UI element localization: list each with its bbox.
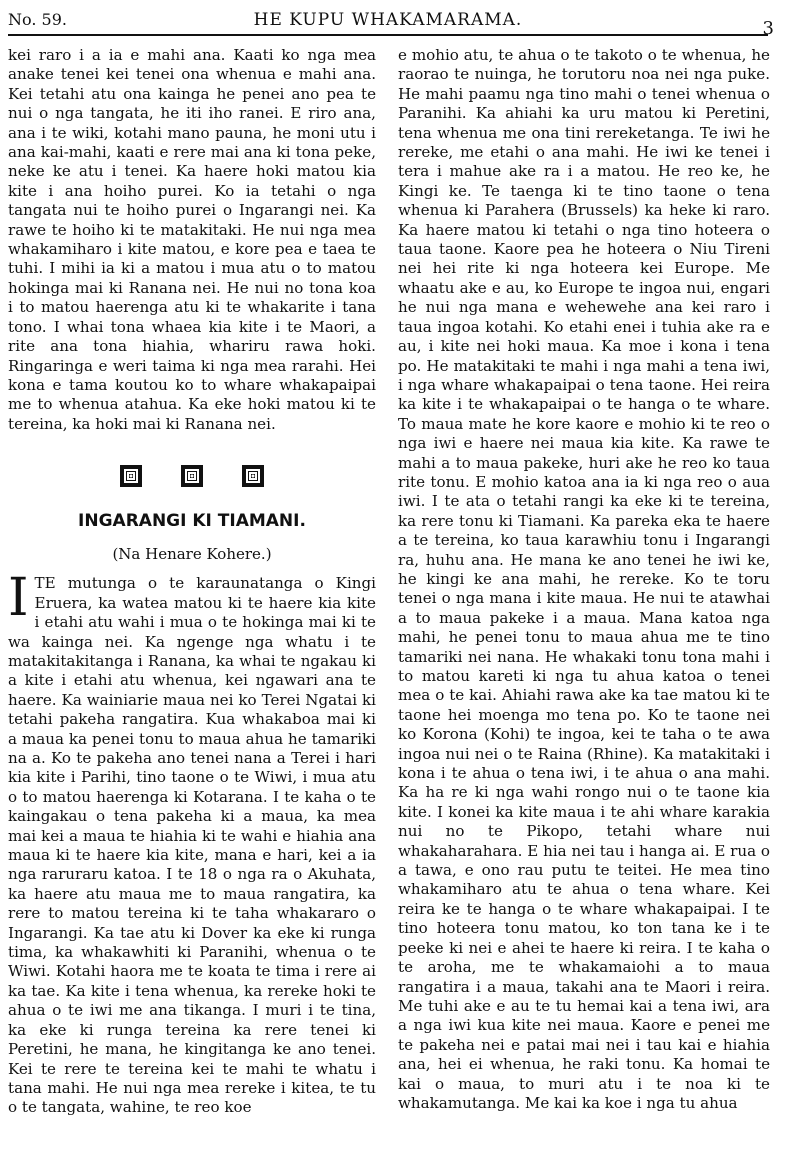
article-byline: (Na Henare Kohere.): [112, 544, 272, 563]
article-body-continued: e mohio atu, te ahua o te takoto o te whenua, he raorao te nuinga, he torutoru noa nei nga puke. He mahi paamu nga tino mahi o tenei whenua o Paranihi. Ka ahiahi ka uru matou ki Peretini, tena whenua me ona tini rereketanga. Te iwi he rereke, me etahi o ana mahi. He iwi ke tenei i tera i mahue ake ra i a matou. He reo ke, he Kingi ke. Te taenga ki te tino taone o tena whenua ki Parahera (Brussels) ka heke ki raro. Ka haere matou ki tetahi o nga tino hoteera o taua taone. Kaore pea he hoteera o Niu Tireni nei hei rite ki nga hoteera kei Europe. Me whaatu ake e au, ko Europe te ingoa nui, engari he nui nga mana e wehewehe ana kei raro i taua ingoa kotahi. Ko etahi enei i tuhia ake ra e au, i kite nei hoki maua. Ka moe i kona i tena po. He matakitaki te mahi i nga mahi a tena iwi, i nga whare whakapaipai o tena taone. Hei reira ka kite i te whakapaipai o te hanga o te whare. To maua mate he kore kaore e mohio ki te reo o nga iwi e haere nei maua kia kite. Ka rawe te mahi a to maua pakeke, huri ake he reo ko taua rite tonu. E mohio katoa ana ia ki nga reo o aua iwi. I te ata o tetahi rangi ka eke ki te tereina, ka rere tonu ki Tiamani. Ka pareka eka te haere a te tereina, ko taua karawhiu tonu i Ingarangi ra, huhu ana. He mana ke ano tenei he iwi ke, he kingi ke ana mahi, he rereke. Ko te toru tenei o nga mana i kite maua. He nui te atawhai a to maua pakeke i a maua. Mana katoa nga mahi, he penei tonu to maua ahua me te tino tamariki nei nana. He whakaki tonu tona mahi i to matou kareti ki nga tu ahua katoa o tenei mea o te kai. Ahiahi rawa ake ka tae matou ki te taone hei moenga mo tena po. Ko te taone nei ko Korona (Kohi) te ingoa, kei te taha o te awa ingoa nui nei o te Raina (Rhine). Ka matakitaki i kona i te ahua o tena iwi, i te ahua o ana mahi. Ka ha re ki nga wahi rongo nui o te taone kia kite. I konei ka kite maua i te ahi whare karakia nui no te Pikopo, tetahi whare nui whakaharahara. E hia nei tau i hanga ai. E rua o a tawa, e ono rau putu te teitei. He mea tino whakamiharo atu te ahua o tena whare. Kei reira ke te hanga o te whare whakapaipai. I te tino hoteera tonu matou, ko ton tana ke i te peeke ki nei e ahei te haere ki reira. I te kaha o te aroha, me te whakamaiohi a to maua rangatira i a maua, takahi ana te Maori i reira. Me tuhi ake e au te tu hemai kai a tena iwi, ara a nga iwi kua kite nei maua. Kaore e penei me te pakeha nei e patai mai nei i tau kai e hiahia ana, hei ei whenua, he raki tonu. Ka homai te kai o maua, to muri atu i te noa ki te whakamutanga. Me kai ka koe i nga tu ahua: [398, 46, 770, 1112]
issue-number: No. 59.: [8, 10, 67, 29]
left-column: [8, 46, 376, 1118]
article-body-text: TE mutunga o te karaunatanga o Kingi Eruera, ka watea matou ki te haere kia kite i etahi atu wahi i mua o te hokinga mai ki te wa kainga nei. Ka ngenge nga whatu i te matakitakitanga i Ranana, ka whai te ngakau ki a kite i etahi atu whenua, kei ngawari ana te haere. Ka wainiarie maua nei ko Terei Ngatai ki tetahi pakeha rangatira. Kua whakaboa mai ki a maua ka penei tonu to maua ahua he tamariki na a. Ko te pakeha ano tenei nana a Terei i hari kia kite i Parihi, tino taone o te Wiwi, i mua atu o to matou haerenga ki Kotarana. I te kaha o te kaingakau o tena pakeha ki a maua, ka mea mai kei a maua te hiahia ki te wahi e hiahia ana maua ki te haere kia kite, mana e hari, kei a ia nga raruraru katoa. I te 18 o nga ra o Akuhata, ka haere atu maua me to maua rangatira, ka rere to matou tereina ki te taha whakararo o Ingarangi. Ka tae atu ki Dover ka eke ki runga tima, ka whakawhiti ki Paranihi, whenua o te Wiwi. Kotahi haora me te koata te tima i rere ai ka tae. Ka kite i tena whenua, ka rereke hoki te ahua o te iwi me ana tikanga. I muri i te tina, ka eke ki runga tereina ka rere tenei ki Peretini, he mana, he kingitanga ke ano tenei. Kei te rere te tereina kei te mahi te whatu i tana mahi. He nui nga mea rereke i kitea, te tu o te tangata, wahine, te reo koe: [8, 574, 376, 1117]
article-title: INGARANGI KI TIAMANI.: [78, 510, 306, 531]
ornament-icon: [180, 464, 204, 488]
page-header: [8, 4, 774, 39]
page-number: 3: [762, 18, 774, 39]
section-ornaments: [8, 464, 376, 491]
continued-paragraph: kei raro i a ia e mahi ana. Kaati ko nga mea anake tenei kei tenei ona whenua e mahi ana. Kei tetahi atu ona kainga he penei ano pea te nui o nga tangata, he iti iho ranei. E riro ana, ana i te wiki, kotahi mano pauna, he moni utu i ana kai-mahi, kaati e rere mai ana ki tona peke, neke ke atu i tenei. Ka haere hoki matou kia kite i ana hoiho purei. Ko ia tetahi o nga tangata nui te hoiho purei o Ingarangi nei. Ka rawe te hoiho ki te matakitaki. He nui nga mea whakamiharo i kite matou, e kore pea e taea te tuhi. I mihi ia ki a matou i mua atu o to matou hokinga mai ki Ranana nei. He nui no tona koa i to matou haerenga atu ki te whakarite i tana tono. I whai tona whaea kia kite i te Maori, a rite ana tona hiahia, whariru rawa hoki. Ringaringa e weri taima ki nga mea rarahi. Hei kona e tama koutou ko to whare whakapaipai me to whenua atahua. Ka eke hoki matou ki te tereina, ka hoki mai ki Ranana nei.: [8, 46, 376, 433]
publication-title: HE KUPU WHAKAMARAMA.: [253, 10, 523, 30]
ornament-icon: [119, 464, 143, 488]
ornament-icon: [241, 464, 265, 488]
right-column: [398, 46, 770, 1113]
drop-cap: I: [8, 568, 29, 629]
article-body: [8, 568, 376, 1117]
